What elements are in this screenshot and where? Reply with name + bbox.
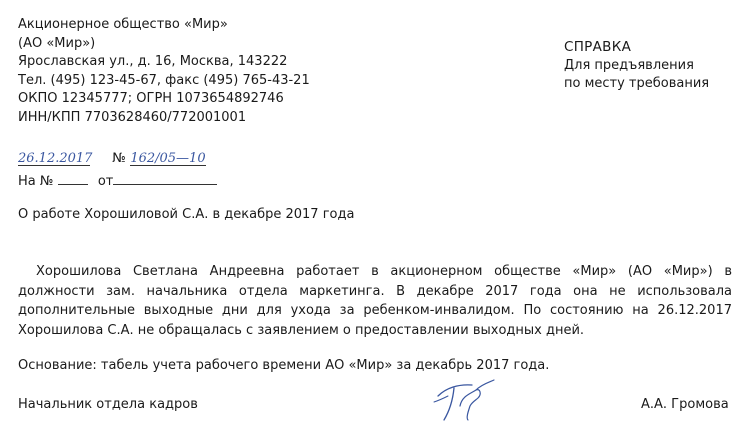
organization-address: Ярославская ул., д. 16, Москва, 143222 (18, 54, 288, 69)
registration-number: 162/05—10 (130, 151, 206, 166)
reference-date-label: от (97, 174, 114, 189)
document-purpose-line2: по месту требования (564, 76, 710, 91)
reference-number-blank (58, 169, 88, 185)
document-title-block (564, 38, 709, 94)
document-body: Хорошилова Светлана Андреевна работает в акционерном обществе «Мир» (АО «Мир») в должности зам. начальника отдела маркетинга. В декабре 2017 года она не использовала дополнительные выходные дни для ухода за ребенком-инвалидом. По состоянию на 26.12.2017 Хорошилова С.А. не обращалась с заявлением о предоставлении выходных дней. (18, 264, 732, 338)
handwritten-signature (432, 376, 502, 424)
document-title: СПРАВКА (564, 39, 632, 55)
reference-line (18, 169, 217, 192)
registration-line (18, 150, 206, 169)
organization-header (18, 16, 310, 127)
registration-date: 26.12.2017 (18, 151, 93, 166)
organization-okpo-ogrn: ОКПО 12345777; ОГРН 1073654892746 (18, 91, 284, 106)
reference-date-blank (113, 169, 217, 185)
organization-name: Акционерное общество «Мир» (18, 17, 228, 32)
registration-number-label: № (112, 151, 126, 166)
registration-number-field (130, 150, 206, 166)
organization-phone: Тел. (495) 123-45-67, факс (495) 765-43-21 (18, 72, 310, 88)
organization-inn-kpp: ИНН/КПП 7703628460/772001001 (18, 109, 247, 125)
registration-date-field (18, 150, 93, 166)
document-basis: Основание: табель учета рабочего времени АО «Мир» за декабрь 2017 года. (18, 358, 550, 373)
document-subject: О работе Хорошиловой С.А. в декабре 2017 года (18, 207, 355, 222)
signatory-position: Начальник отдела кадров (18, 397, 198, 412)
reference-number-label: На № (18, 174, 54, 189)
signatory-name: А.А. Громова (641, 397, 729, 412)
organization-short-name: (АО «Мир») (18, 35, 96, 51)
document-purpose-line1: Для предъявления (564, 57, 694, 73)
